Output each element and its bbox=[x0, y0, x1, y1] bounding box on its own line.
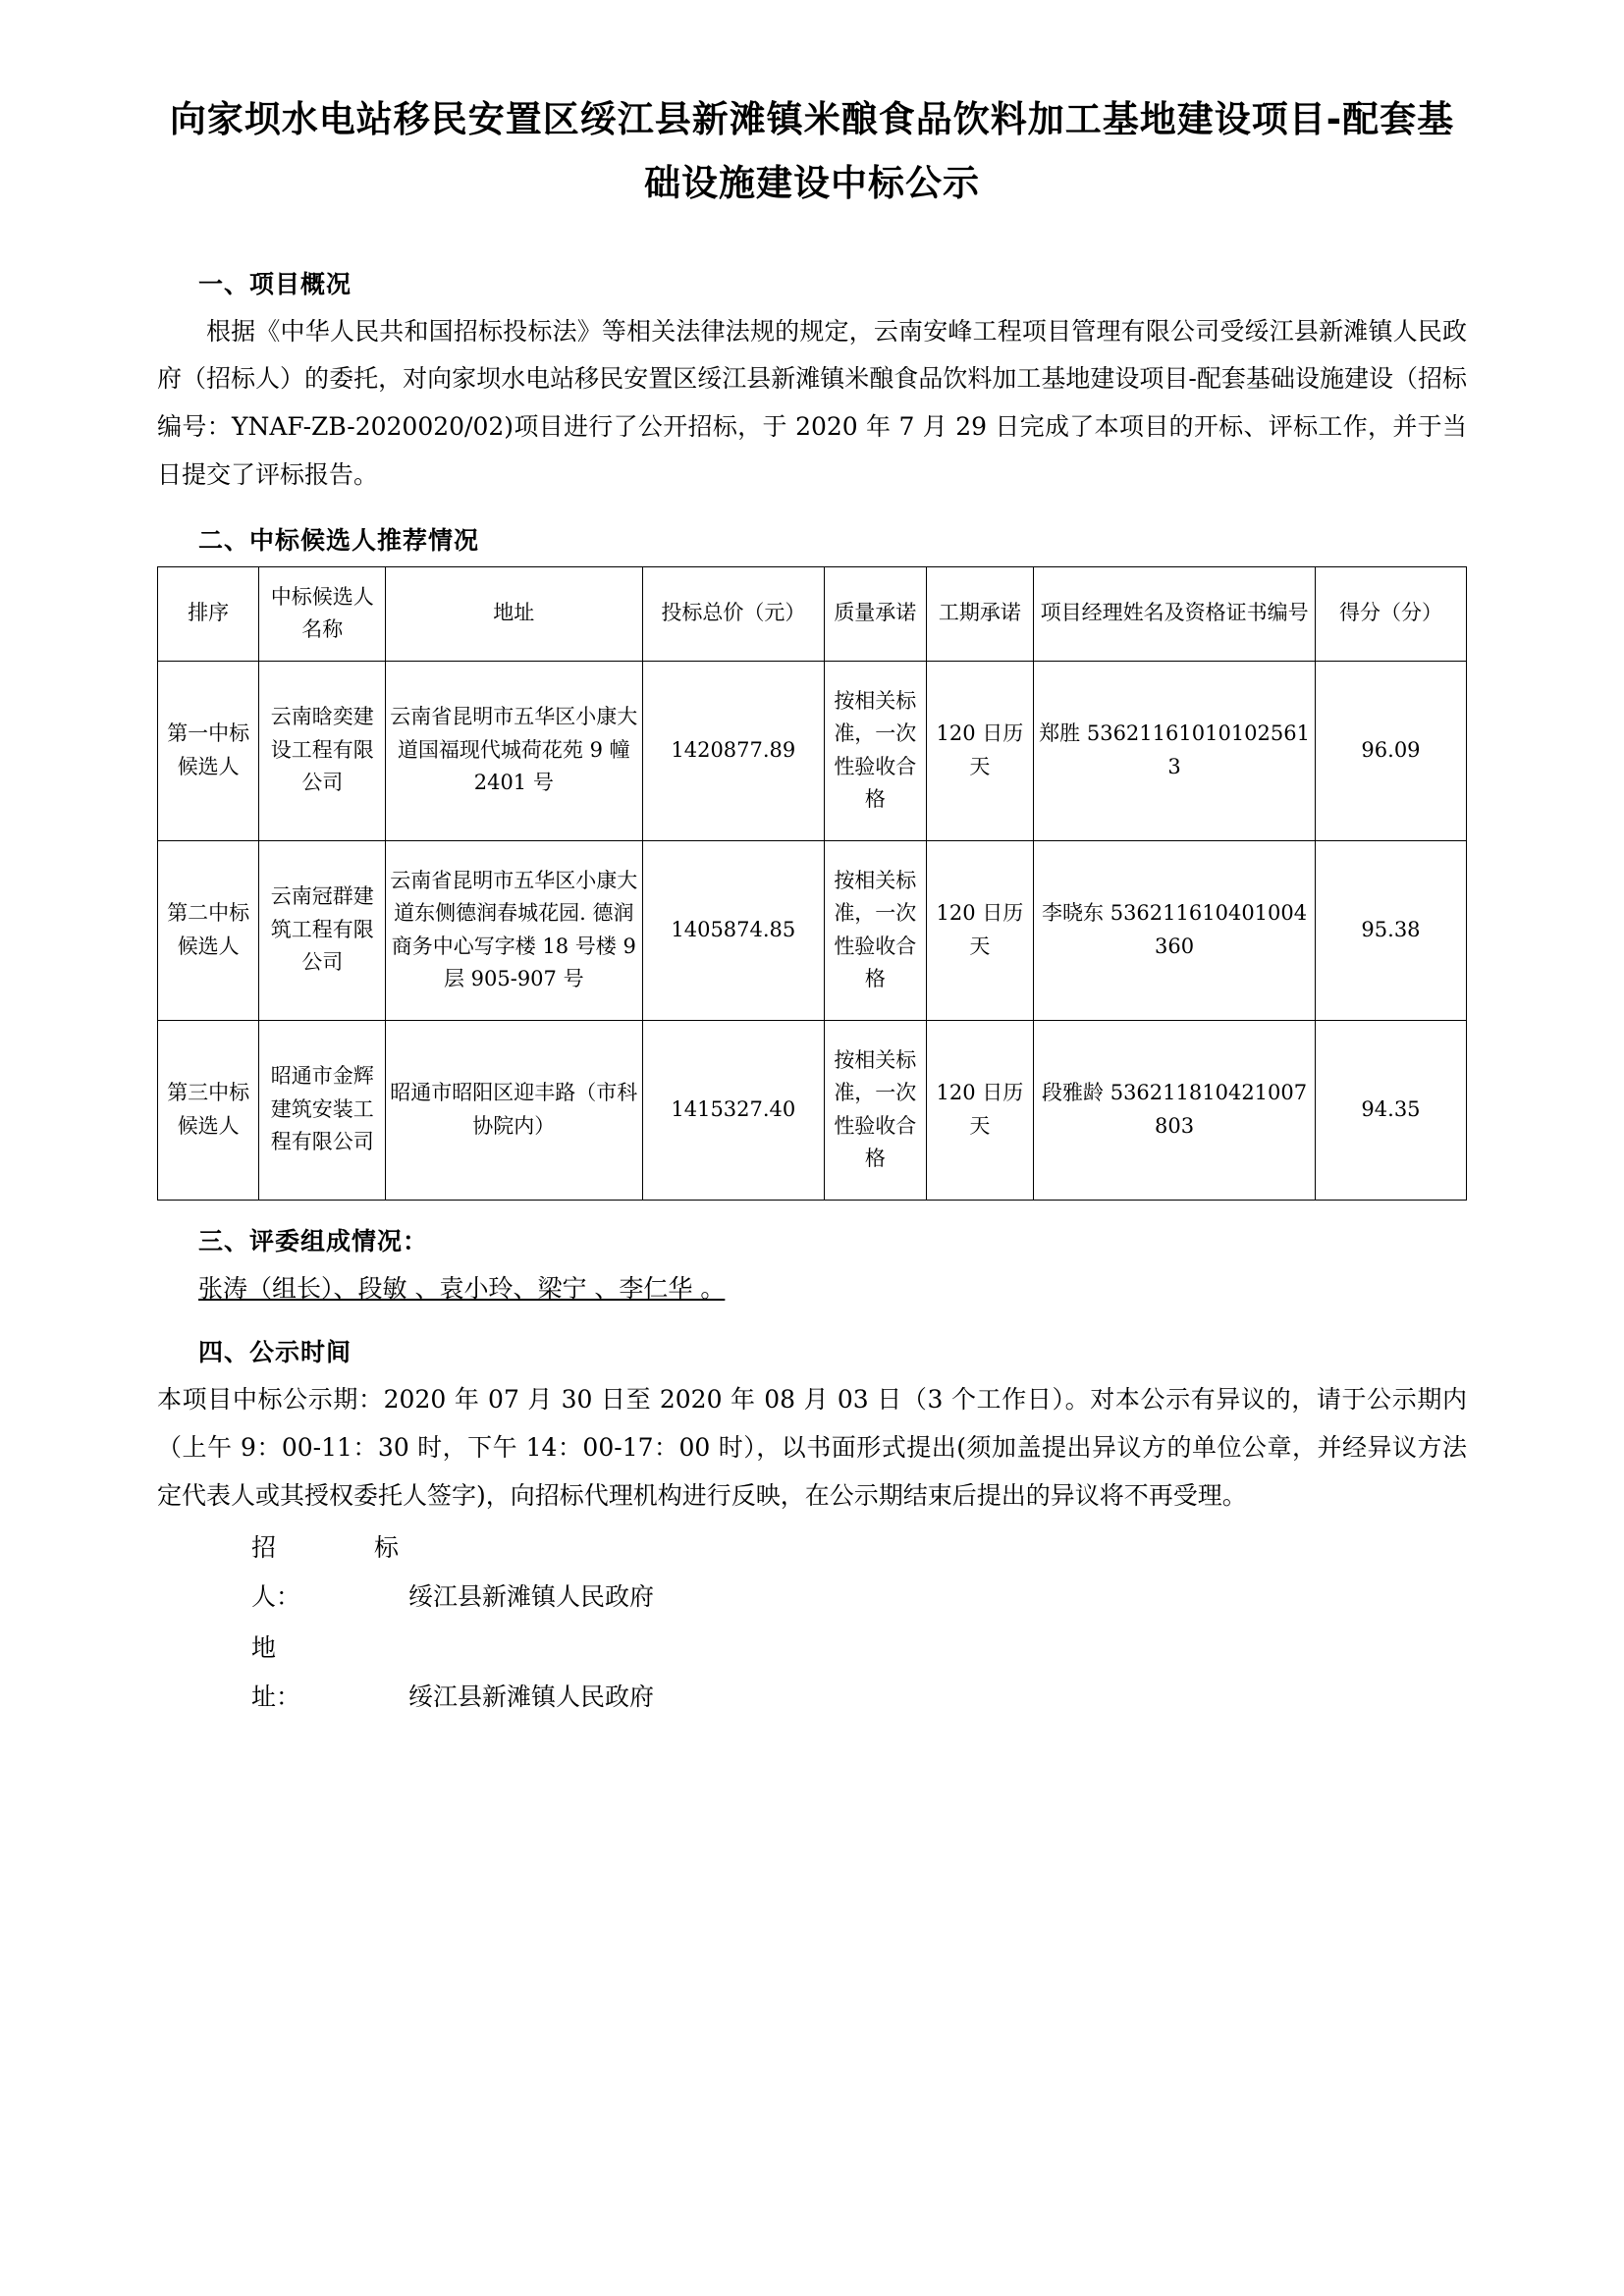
section-heading-candidates: 二、中标候选人推荐情况 bbox=[198, 525, 480, 555]
publicity-paragraph: 本项目中标公示期：2020 年 07 月 30 日至 2020 年 08 月 03 日（3 个工作日）。对本公示有异议的，请于公示期内（上午 9：00-11：30 时，下午 14：00-17：00 时），以书面形式提出(须加盖提出异议方的单位公章，并经异议方法定代表人或其授权委托人签字)，向招标代理机构进行反映，在公示期结束后提出的异议将不再受理。 bbox=[157, 1385, 1467, 1510]
section-heading-committee: 三、评委组成情况： bbox=[198, 1226, 429, 1255]
cell-rank: 第二中标候选人 bbox=[158, 840, 259, 1020]
cell-price: 1420877.89 bbox=[642, 661, 825, 840]
cell-rank: 第一中标候选人 bbox=[158, 661, 259, 840]
section-heading-overview: 一、项目概况 bbox=[198, 269, 352, 298]
contact-address-label bbox=[251, 1624, 408, 1722]
contact-address bbox=[251, 1624, 1467, 1722]
contact-tenderer-suffix: 人： bbox=[251, 1582, 301, 1612]
cell-rank: 第三中标候选人 bbox=[158, 1020, 259, 1200]
column-header-quality: 质量承诺 bbox=[825, 566, 926, 661]
table-body bbox=[158, 661, 1467, 1200]
cell-address: 昭通市昭阳区迎丰路（市科协院内） bbox=[386, 1020, 642, 1200]
cell-name: 云南晗奕建设工程有限公司 bbox=[259, 661, 386, 840]
column-header-rank: 排序 bbox=[158, 566, 259, 661]
cell-duration: 120 日历天 bbox=[926, 840, 1034, 1020]
overview-paragraph: 根据《中华人民共和国招标投标法》等相关法律法规的规定，云南安峰工程项目管理有限公司受绥江县新滩镇人民政府（招标人）的委托，对向家坝水电站移民安置区绥江县新滩镇米酿食品饮料加工基地建设项目-配套基础设施建设（招标编号：YNAF-ZB-2020020/02)项目进行了公开招标，于 2020 年 7 月 29 日完成了本项目的开标、评标工作，并于当日提交了评标报告。 bbox=[157, 316, 1467, 489]
cell-score: 96.09 bbox=[1315, 661, 1466, 840]
section-heading-publicity: 四、公示时间 bbox=[198, 1338, 352, 1367]
contact-tenderer-label-spread: 招 标 bbox=[251, 1533, 399, 1563]
cell-address: 云南省昆明市五华区小康大道国福现代城荷花苑 9 幢 2401 号 bbox=[386, 661, 642, 840]
table-header-row bbox=[158, 566, 1467, 661]
contact-address-value: 绥江县新滩镇人民政府 bbox=[408, 1682, 655, 1712]
page-title: 向家坝水电站移民安置区绥江县新滩镇米酿食品饮料加工基地建设项目-配套基础设施建设中标公示 bbox=[169, 98, 1455, 204]
cell-price: 1405874.85 bbox=[642, 840, 825, 1020]
cell-manager: 段雅龄 536211810421007803 bbox=[1034, 1020, 1316, 1200]
column-header-price: 投标总价（元） bbox=[642, 566, 825, 661]
cell-quality: 按相关标准，一次性验收合格 bbox=[825, 840, 926, 1020]
cell-quality: 按相关标准，一次性验收合格 bbox=[825, 661, 926, 840]
cell-address: 云南省昆明市五华区小康大道东侧德润春城花园. 德润商务中心写字楼 18 号楼 9 层 905-907 号 bbox=[386, 840, 642, 1020]
column-header-score: 得分（分） bbox=[1315, 566, 1466, 661]
table-header bbox=[158, 566, 1467, 661]
contact-tenderer-label bbox=[251, 1523, 408, 1622]
committee-members bbox=[198, 1265, 1467, 1312]
candidates-table bbox=[157, 566, 1467, 1201]
cell-name: 昭通市金辉建筑安装工程有限公司 bbox=[259, 1020, 386, 1200]
cell-score: 95.38 bbox=[1315, 840, 1466, 1020]
contact-address-suffix: 址： bbox=[251, 1682, 301, 1712]
column-header-name: 中标候选人名称 bbox=[259, 566, 386, 661]
cell-duration: 120 日历天 bbox=[926, 661, 1034, 840]
contact-tenderer-value: 绥江县新滩镇人民政府 bbox=[408, 1582, 655, 1612]
contact-address-label-spread: 地 bbox=[251, 1633, 277, 1663]
table-row bbox=[158, 661, 1467, 840]
column-header-duration: 工期承诺 bbox=[926, 566, 1034, 661]
cell-quality: 按相关标准，一次性验收合格 bbox=[825, 1020, 926, 1200]
committee-members-text: 张涛（组长）、段敏 、袁小玲、梁宁 、李仁华 。 bbox=[198, 1273, 726, 1303]
table-row bbox=[158, 1020, 1467, 1200]
column-header-address: 地址 bbox=[386, 566, 642, 661]
column-header-manager: 项目经理姓名及资格证书编号 bbox=[1034, 566, 1316, 661]
cell-manager: 李晓东 536211610401004360 bbox=[1034, 840, 1316, 1020]
contact-tenderer bbox=[251, 1523, 1467, 1622]
cell-price: 1415327.40 bbox=[642, 1020, 825, 1200]
cell-name: 云南冠群建筑工程有限公司 bbox=[259, 840, 386, 1020]
table-row bbox=[158, 840, 1467, 1020]
cell-manager: 郑胜 536211610101025613 bbox=[1034, 661, 1316, 840]
cell-score: 94.35 bbox=[1315, 1020, 1466, 1200]
cell-duration: 120 日历天 bbox=[926, 1020, 1034, 1200]
